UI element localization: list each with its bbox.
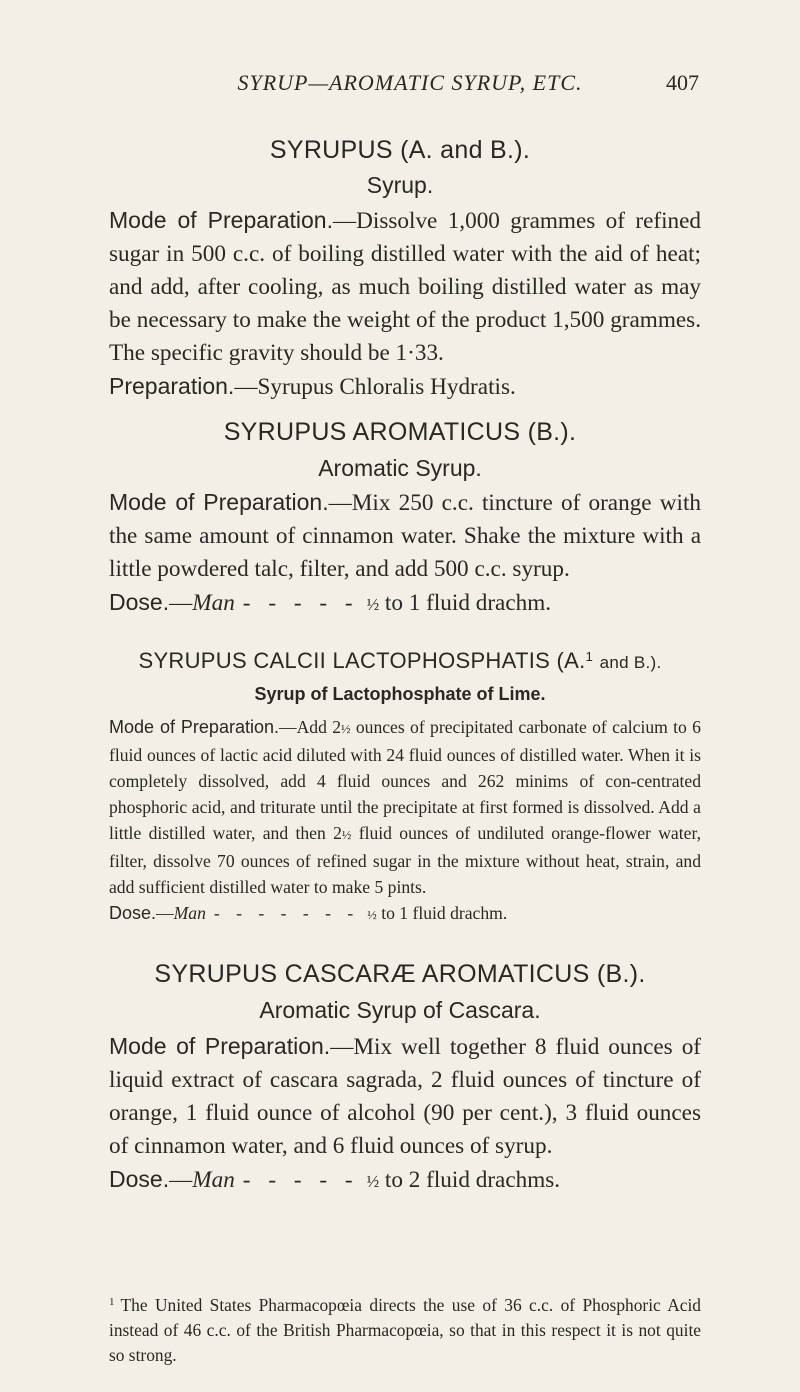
section-heading-syrupus: SYRUPUS (A. and B.). xyxy=(269,136,531,164)
section-heading-calcii xyxy=(0,648,800,674)
dose-who: Man xyxy=(192,590,235,616)
mode-text-a: —Add 2 xyxy=(278,717,342,737)
section-subheading-syrup: Syrup. xyxy=(366,172,434,198)
footnote-marker: 1 xyxy=(109,1296,115,1308)
page-number: 407 xyxy=(666,70,699,95)
mode-fraction-a: ½ xyxy=(341,722,351,736)
section-body-calcii xyxy=(109,714,701,928)
mode-label: Mode of Preparation. xyxy=(109,207,333,233)
dose-who: Man xyxy=(173,903,206,923)
section-body-cascarae xyxy=(109,1030,701,1198)
mode-text: —Mix well together 8 fluid ounces of liquid extract of cascara sagrada, 2 fluid ounces of tincture of orange, 1 fluid ounce of alcohol (90 per cent.), 3 fluid ounces of cinnamon water, and 6 fluid ounces of syrup. xyxy=(109,1034,702,1159)
mode-label: Mode of Preparation. xyxy=(109,1033,331,1059)
footnote-text: The United States Pharmacopœia directs the use of 36 c.c. of Phosphoric Acid instead of 46 c.c. of the British Pharmacopœia, so that in this respect it is not quite so strong. xyxy=(109,1295,701,1365)
section-body-aromaticus xyxy=(109,486,701,621)
section-subheading-aromatic-syrup: Aromatic Syrup. xyxy=(318,455,482,481)
mode-text: —Mix 250 c.c. tincture of orange with the same amount of cinnamon water. Shake the mixture with a little powdered talc, filter, and add 500 c.c. syrup. xyxy=(109,490,701,582)
running-head: SYRUP—AROMATIC SYRUP, ETC. xyxy=(237,70,583,95)
mode-text: —Dissolve 1,000 grammes of refined sugar in 500 c.c. of boiling distilled water with the aid of heat; and add, after cooling, as much boiling distilled water as may be necessary to make the weight of the product 1,500 grammes. The specific gravity should be 1·33. xyxy=(109,208,702,366)
dose-amount: to 1 fluid drachm. xyxy=(384,590,552,616)
dose-amount: to 2 fluid drachms. xyxy=(384,1167,561,1193)
preparation-text: —Syrupus Chloralis Hydratis. xyxy=(234,374,516,400)
section-body-syrupus xyxy=(109,204,701,404)
section-subheading-cascara: Aromatic Syrup of Cascara. xyxy=(259,997,541,1023)
preparation-label: Preparation. xyxy=(109,373,235,399)
dose-label: Dose. xyxy=(109,903,157,923)
dose-label: Dose. xyxy=(109,589,170,615)
dose-fraction: ½ xyxy=(367,908,377,922)
section-heading-aromaticus: SYRUPUS AROMATICUS (B.). xyxy=(223,418,577,446)
mode-label: Mode of Preparation. xyxy=(109,717,279,737)
dose-dots: - - - - - xyxy=(242,590,359,616)
dose-fraction: ½ xyxy=(366,1172,380,1191)
dose-dash: — xyxy=(156,903,174,923)
mode-text-b: ounces of precipitated carbonate of calcium to 6 fluid ounces of lactic acid diluted with 24 fluid ounces of distilled water. When it is completely dissolved, add 4 fluid ounces and 262 minims of con-centrated phosphoric acid, and triturate until the precipitate at first formed is dissolved. Add a little distilled water, and then 2 xyxy=(109,717,701,843)
mode-text-c: fluid ounces of undiluted orange-flower water, filter, dissolve 70 ounces of refined sugar in the mixture without heat, strain, and add sufficient distilled water to make 5 pints. xyxy=(109,823,701,897)
footnote-ref: 1 xyxy=(585,648,594,664)
dose-amount: to 1 fluid drachm. xyxy=(381,903,508,923)
dose-who: Man xyxy=(192,1167,235,1193)
dose-dash: — xyxy=(169,1167,193,1193)
section-subheading-lactophosphate: Syrup of Lactophosphate of Lime. xyxy=(254,684,546,704)
dose-dots: - - - - - xyxy=(242,1167,359,1193)
mode-fraction-b: ½ xyxy=(341,828,352,842)
section-heading-cascarae: SYRUPUS CASCARÆ AROMATICUS (B.). xyxy=(154,960,646,988)
heading-tail: and B.). xyxy=(599,653,662,672)
heading-main: SYRUPUS CALCII LACTOPHOSPHATIS (A. xyxy=(138,648,586,673)
dose-label: Dose. xyxy=(109,1166,170,1192)
dose-dots: - - - - - - - xyxy=(213,903,360,923)
mode-label: Mode of Preparation. xyxy=(109,489,329,515)
footnote xyxy=(109,1290,701,1368)
dose-fraction: ½ xyxy=(366,595,380,614)
dose-dash: — xyxy=(169,590,193,616)
